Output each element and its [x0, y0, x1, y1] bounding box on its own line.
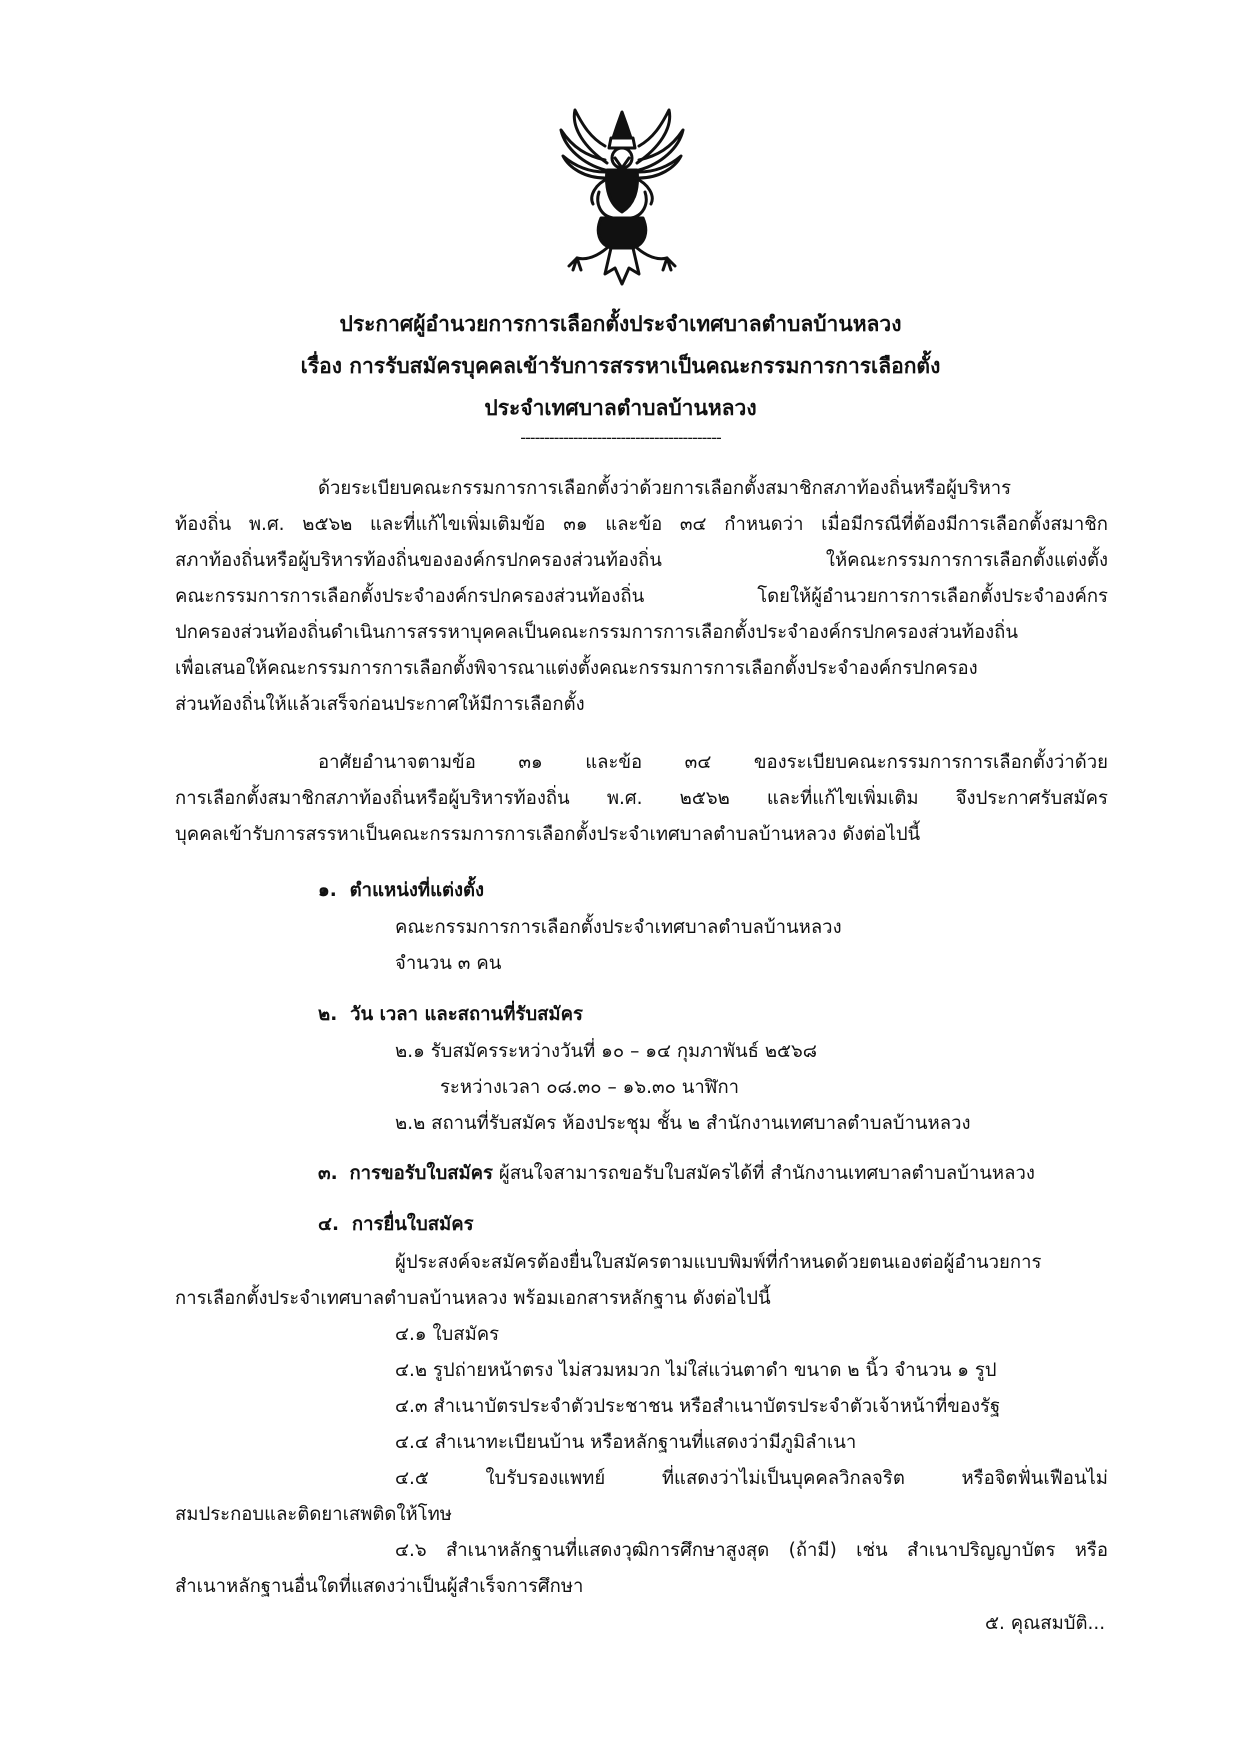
section2-item-2: ๒.๒ สถานที่รับสมัคร ห้องประชุม ชั้น ๒ สำนักงานเทศบาลตำบลบ้านหลวง [395, 1113, 971, 1134]
section1-number: ๑. [318, 880, 337, 901]
para1-line-2: ท้องถิ่น พ.ศ. ๒๕๖๒ และที่แก้ไขเพิ่มเติมข้อ ๓๑ และข้อ ๓๔ กำหนดว่า เมื่อมีกรณีที่ต้องมีการเลือกตั้งสมาชิก [175, 514, 1108, 535]
section4-item-6-line-1: ๔.๖ สำเนาหลักฐานที่แสดงวุฒิการศึกษาสูงสุด (ถ้ามี) เช่น สำเนาปริญญาบัตร หรือ [395, 1540, 1108, 1561]
section4-intro-2: การเลือกตั้งประจำเทศบาลตำบลบ้านหลวง พร้อมเอกสารหลักฐาน ดังต่อไปนี้ [175, 1288, 771, 1309]
section3-title: การขอรับใบสมัคร [349, 1163, 493, 1184]
title-separator: ------------------------------------------ [520, 428, 721, 447]
section3-text: ผู้สนใจสามารถขอรับใบสมัครได้ที่ สำนักงานเทศบาลตำบลบ้านหลวง [498, 1163, 1035, 1184]
section1-heading [318, 876, 484, 905]
section1-line-2: จำนวน ๓ คน [395, 953, 502, 974]
section4-item-5-line-2: สมประกอบและติดยาเสพติดให้โทษ [175, 1504, 453, 1525]
para1-line-7: ส่วนท้องถิ่นให้แล้วเสร็จก่อนประกาศให้มีการเลือกตั้ง [175, 694, 585, 715]
section3-line [318, 1159, 1035, 1188]
title-line-3: ประจำเทศบาลตำบลบ้านหลวง [484, 396, 757, 420]
para2-line-2: การเลือกตั้งสมาชิกสภาท้องถิ่นหรือผู้บริหารท้องถิ่น พ.ศ. ๒๕๖๒ และที่แก้ไขเพิ่มเติม จึงประกาศรับสมัคร [175, 788, 1108, 809]
para1-line-5: ปกครองส่วนท้องถิ่นดำเนินการสรรหาบุคคลเป็นคณะกรรมการการเลือกตั้งประจำองค์กรปกครองส่วนท้องถิ่น [175, 622, 1018, 643]
section4-item-2: ๔.๒ รูปถ่ายหน้าตรง ไม่สวมหมวก ไม่ใส่แว่นตาดำ ขนาด ๒ นิ้ว จำนวน ๑ รูป [395, 1360, 997, 1381]
para1-line-1: ด้วยระเบียบคณะกรรมการการเลือกตั้งว่าด้วยการเลือกตั้งสมาชิกสภาท้องถิ่นหรือผู้บริหาร [318, 478, 1012, 499]
title-line-1: ประกาศผู้อำนวยการการเลือกตั้งประจำเทศบาลตำบลบ้านหลวง [339, 312, 902, 336]
section1-line-1: คณะกรรมการการเลือกตั้งประจำเทศบาลตำบลบ้านหลวง [395, 917, 842, 938]
section2-item-1-time: ระหว่างเวลา ๐๘.๓๐ – ๑๖.๓๐ นาฬิกา [440, 1077, 740, 1098]
section4-heading [318, 1210, 474, 1239]
para1-line-6: เพื่อเสนอให้คณะกรรมการการเลือกตั้งพิจารณาแต่งตั้งคณะกรรมการการเลือกตั้งประจำองค์กรปกครอง [175, 658, 978, 679]
section4-title: การยื่นใบสมัคร [351, 1214, 474, 1235]
para1-line-4: คณะกรรมการการเลือกตั้งประจำองค์กรปกครองส่วนท้องถิ่น โดยให้ผู้อำนวยการการเลือกตั้งประจำองค์กร [175, 586, 1108, 607]
title-line-2: เรื่อง การรับสมัครบุคคลเข้ารับการสรรหาเป็นคณะกรรมการการเลือกตั้ง [300, 354, 941, 378]
para2-line-3: บุคคลเข้ารับการสรรหาเป็นคณะกรรมการการเลือกตั้งประจำเทศบาลตำบลบ้านหลวง ดังต่อไปนี้ [175, 824, 921, 845]
section2-item-1: ๒.๑ รับสมัครระหว่างวันที่ ๑๐ – ๑๔ กุมภาพันธ์ ๒๕๖๘ [395, 1041, 818, 1062]
section4-intro-1: ผู้ประสงค์จะสมัครต้องยื่นใบสมัครตามแบบพิมพ์ที่กำหนดด้วยตนเองต่อผู้อำนวยการ [395, 1252, 1042, 1273]
section1-title: ตำแหน่งที่แต่งตั้ง [349, 880, 485, 901]
section4-item-4: ๔.๔ สำเนาทะเบียนบ้าน หรือหลักฐานที่แสดงว่ามีภูมิลำเนา [395, 1432, 857, 1453]
section4-item-1: ๔.๑ ใบสมัคร [395, 1324, 500, 1345]
section2-heading [318, 1000, 583, 1029]
section4-item-3: ๔.๓ สำเนาบัตรประจำตัวประชาชน หรือสำเนาบัตรประจำตัวเจ้าหน้าที่ของรัฐ [395, 1396, 1001, 1417]
continued-marker: ๕. คุณสมบัติ... [985, 1613, 1106, 1634]
para2-line-1: อาศัยอำนาจตามข้อ ๓๑ และข้อ ๓๔ ของระเบียบคณะกรรมการการเลือกตั้งว่าด้วย [318, 752, 1108, 773]
section2-number: ๒. [318, 1004, 338, 1025]
section3-number: ๓. [318, 1163, 338, 1184]
section4-item-5-line-1: ๔.๕ ใบรับรองแพทย์ ที่แสดงว่าไม่เป็นบุคคลวิกลจริต หรือจิตฟั่นเฟือนไม่ [395, 1468, 1108, 1489]
section4-item-6-line-2: สำเนาหลักฐานอื่นใดที่แสดงว่าเป็นผู้สำเร็จการศึกษา [175, 1576, 584, 1597]
garuda-emblem-icon [555, 108, 690, 288]
section4-number: ๔. [318, 1214, 340, 1235]
para1-line-3: สภาท้องถิ่นหรือผู้บริหารท้องถิ่นขององค์กรปกครองส่วนท้องถิ่น ให้คณะกรรมการการเลือกตั้งแต่งตั้ง [175, 550, 1108, 571]
section2-title: วัน เวลา และสถานที่รับสมัคร [350, 1004, 583, 1025]
